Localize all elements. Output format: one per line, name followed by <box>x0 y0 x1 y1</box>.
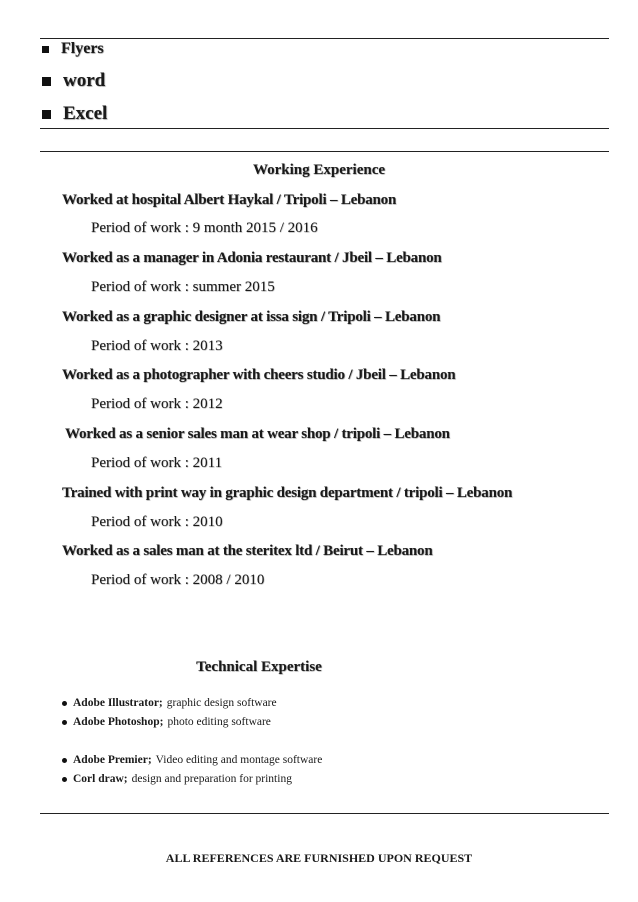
skill-label: Flyers <box>61 40 104 57</box>
tech-item <box>62 754 322 766</box>
bullet-icon <box>62 758 67 763</box>
job-title: Worked as a sales man at the steritex ltd / Beirut – Lebanon <box>62 543 433 559</box>
top-rule <box>40 38 609 39</box>
skill-item-flyers <box>42 40 104 58</box>
tech-item <box>62 716 271 728</box>
bullet-icon <box>62 720 67 725</box>
skill-label: Excel <box>63 103 108 124</box>
job-title: Worked as a manager in Adonia restaurant / Jbeil – Lebanon <box>62 250 442 266</box>
tech-desc: Video editing and montage software <box>155 754 323 766</box>
job-period: Period of work : 2011 <box>91 455 223 471</box>
job-title: Worked at hospital Albert Haykal / Tripoli – Lebanon <box>62 192 397 208</box>
job-title: Worked as a senior sales man at wear shop / tripoli – Lebanon <box>65 426 450 442</box>
technical-heading: Technical Expertise <box>196 659 322 675</box>
job-period: Period of work : 2013 <box>91 338 223 354</box>
tech-item <box>62 773 292 785</box>
bullet-icon <box>62 777 67 782</box>
tech-desc: photo editing software <box>167 716 271 728</box>
skill-label: word <box>63 70 106 91</box>
section-divider <box>40 128 609 129</box>
job-title: Worked as a photographer with cheers studio / Jbeil – Lebanon <box>62 367 456 383</box>
job-period: Period of work : 2012 <box>91 396 223 412</box>
skill-item-word <box>42 70 105 92</box>
square-bullet-icon <box>42 110 51 119</box>
footer-rule <box>40 813 609 814</box>
section-divider <box>40 151 609 152</box>
tech-item <box>62 697 277 709</box>
square-bullet-icon <box>42 77 51 86</box>
job-period: Period of work : 2008 / 2010 <box>91 572 265 588</box>
bullet-icon <box>62 701 67 706</box>
job-period: Period of work : 2010 <box>91 514 223 530</box>
experience-heading: Working Experience <box>252 162 386 178</box>
references-note: ALL REFERENCES ARE FURNISHED UPON REQUEST <box>165 851 473 865</box>
tech-name: Corl draw; <box>73 773 128 785</box>
job-title: Trained with print way in graphic design department / tripoli – Lebanon <box>62 485 513 501</box>
skill-item-excel <box>42 103 107 125</box>
tech-desc: design and preparation for printing <box>131 773 292 785</box>
square-bullet-icon <box>42 46 49 53</box>
job-period: Period of work : 9 month 2015 / 2016 <box>91 220 318 236</box>
job-title: Worked as a graphic designer at issa sign / Tripoli – Lebanon <box>62 309 441 325</box>
tech-name: Adobe Premier; <box>73 754 152 766</box>
job-period: Period of work : summer 2015 <box>91 279 275 295</box>
tech-desc: graphic design software <box>166 697 277 709</box>
tech-name: Adobe Illustrator; <box>73 697 163 709</box>
tech-name: Adobe Photoshop; <box>73 716 164 728</box>
